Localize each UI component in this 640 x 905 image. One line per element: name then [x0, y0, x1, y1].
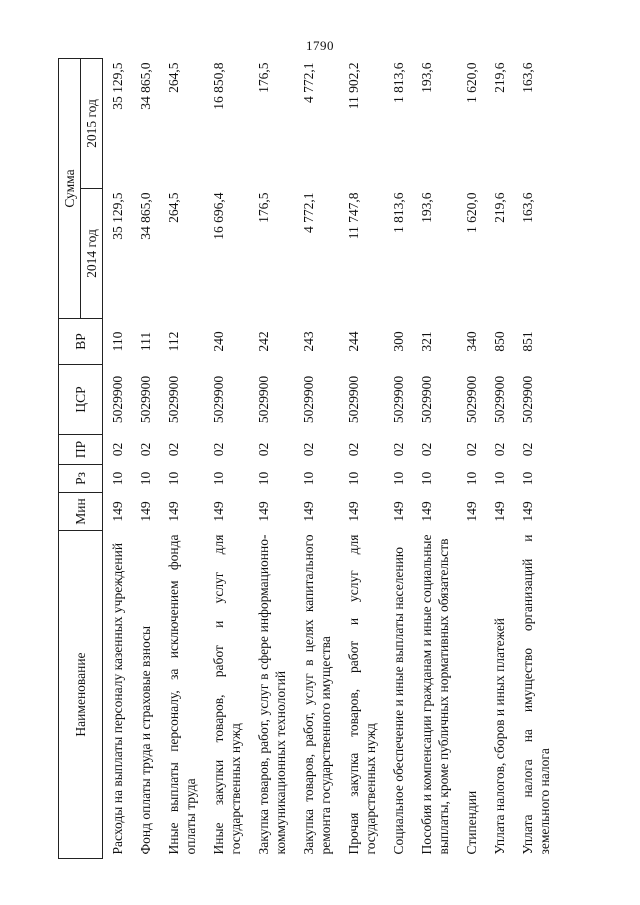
row-name: Социальное обеспечение и иные выплаты населению — [391, 547, 406, 855]
row-pr: 02 — [391, 442, 406, 457]
table-row — [131, 58, 159, 858]
row-pr: 02 — [464, 442, 479, 457]
row-name: Закупка товаров, работ, услуг в сфере информационно-коммуникационных технологий — [256, 534, 288, 855]
row-min: 149 — [138, 501, 153, 522]
table-row — [249, 58, 294, 858]
budget-table — [58, 58, 558, 859]
row-min: 149 — [520, 501, 535, 522]
table-row — [384, 58, 412, 858]
row-name: Уплата налогов, сборов и иных платежей — [492, 618, 507, 855]
row-csr: 5029900 — [464, 375, 479, 424]
row-value-2015: 34 865,0 — [138, 62, 153, 110]
row-rz: 10 — [301, 471, 316, 486]
row-value-2014: 34 865,0 — [138, 192, 153, 240]
row-vr: 112 — [166, 331, 181, 352]
row-rz: 10 — [256, 471, 271, 486]
row-csr: 5029900 — [492, 375, 507, 424]
row-vr: 242 — [256, 331, 271, 352]
row-vr: 111 — [138, 331, 153, 352]
row-min: 149 — [256, 501, 271, 522]
row-value-2015: 163,6 — [520, 62, 535, 93]
row-value-2014: 16 696,4 — [211, 192, 226, 240]
row-value-2015: 1 620,0 — [464, 62, 479, 103]
row-csr: 5029900 — [211, 375, 226, 424]
row-name: Расходы на выплаты персоналу казенных учреждений — [110, 542, 125, 855]
row-min: 149 — [492, 501, 507, 522]
row-value-2015: 264,5 — [166, 62, 181, 93]
row-vr: 110 — [110, 331, 125, 352]
row-min: 149 — [464, 501, 479, 522]
row-value-2014: 11 747,8 — [346, 192, 361, 240]
row-csr: 5029900 — [256, 375, 271, 424]
table-body — [103, 58, 559, 858]
row-csr: 5029900 — [138, 375, 153, 424]
table-row — [159, 58, 204, 858]
row-min: 149 — [391, 501, 406, 522]
row-vr: 244 — [346, 331, 361, 352]
row-name: Стипендии — [464, 790, 479, 855]
table-row — [485, 58, 513, 858]
row-vr: 340 — [464, 331, 479, 352]
row-pr: 02 — [492, 442, 507, 457]
row-rz: 10 — [391, 471, 406, 486]
header-min: Мин — [59, 493, 103, 531]
row-pr: 02 — [211, 442, 226, 457]
row-min: 149 — [110, 501, 125, 522]
row-value-2015: 16 850,8 — [211, 62, 226, 110]
row-value-2014: 1 813,6 — [391, 192, 406, 233]
header-year-2015: 2015 год — [81, 58, 103, 188]
row-csr: 5029900 — [520, 375, 535, 424]
table-row — [294, 58, 339, 858]
row-name: Иные выплаты персоналу, за исключением фонда оплаты труда — [166, 534, 198, 855]
header-year-2014: 2014 год — [81, 189, 103, 319]
row-rz: 10 — [211, 471, 226, 486]
row-value-2015: 219,6 — [492, 62, 507, 93]
row-rz: 10 — [464, 471, 479, 486]
header-sum: Сумма — [59, 58, 81, 318]
row-csr: 5029900 — [301, 375, 316, 424]
row-rz: 10 — [138, 471, 153, 486]
row-pr: 02 — [166, 442, 181, 457]
row-value-2014: 219,6 — [492, 192, 507, 223]
table-row — [412, 58, 457, 858]
rotated-table-container — [58, 59, 598, 859]
row-value-2015: 176,5 — [256, 62, 271, 93]
header-rz: Рз — [59, 465, 103, 493]
row-pr: 02 — [138, 442, 153, 457]
row-csr: 5029900 — [346, 375, 361, 424]
row-pr: 02 — [301, 442, 316, 457]
row-vr: 243 — [301, 331, 316, 352]
row-value-2015: 11 902,2 — [346, 62, 361, 110]
row-min: 149 — [419, 501, 434, 522]
row-value-2015: 4 772,1 — [301, 62, 316, 103]
row-min: 149 — [346, 501, 361, 522]
header-vr: ВР — [59, 319, 103, 365]
row-csr: 5029900 — [110, 375, 125, 424]
row-vr: 851 — [520, 331, 535, 352]
row-vr: 300 — [391, 331, 406, 352]
row-rz: 10 — [110, 471, 125, 486]
table-row — [339, 58, 384, 858]
row-vr: 321 — [419, 331, 434, 352]
row-rz: 10 — [520, 471, 535, 486]
table-row — [103, 58, 132, 858]
row-name: Фонд оплаты труда и страховые взносы — [138, 625, 153, 855]
row-value-2014: 193,6 — [419, 192, 434, 223]
row-pr: 02 — [110, 442, 125, 457]
row-value-2015: 1 813,6 — [391, 62, 406, 103]
row-value-2015: 35 129,5 — [110, 62, 125, 110]
row-name: Пособия и компенсации гражданам и иные социальные выплаты, кроме публичных нормативных обязательств — [419, 534, 451, 855]
row-value-2014: 264,5 — [166, 192, 181, 223]
row-name: Иные закупки товаров, работ и услуг для государственных нужд — [211, 534, 243, 855]
row-csr: 5029900 — [419, 375, 434, 424]
table-row — [204, 58, 249, 858]
row-rz: 10 — [492, 471, 507, 486]
row-rz: 10 — [346, 471, 361, 486]
row-pr: 02 — [419, 442, 434, 457]
row-csr: 5029900 — [391, 375, 406, 424]
row-vr: 240 — [211, 331, 226, 352]
row-rz: 10 — [419, 471, 434, 486]
row-value-2014: 176,5 — [256, 192, 271, 223]
row-min: 149 — [301, 501, 316, 522]
row-csr: 5029900 — [166, 375, 181, 424]
header-csr: ЦСР — [59, 365, 103, 435]
row-pr: 02 — [520, 442, 535, 457]
row-value-2015: 193,6 — [419, 62, 434, 93]
row-min: 149 — [166, 501, 181, 522]
row-value-2014: 1 620,0 — [464, 192, 479, 233]
row-pr: 02 — [346, 442, 361, 457]
row-value-2014: 35 129,5 — [110, 192, 125, 240]
row-name: Прочая закупка товаров, работ и услуг для государственных нужд — [346, 534, 378, 855]
table-row — [513, 58, 558, 858]
row-pr: 02 — [256, 442, 271, 457]
table-row — [457, 58, 485, 858]
row-value-2014: 4 772,1 — [301, 192, 316, 233]
header-name: Наименование — [59, 531, 103, 859]
row-vr: 850 — [492, 331, 507, 352]
header-pr: ПР — [59, 435, 103, 465]
row-name: Закупка товаров, работ, услуг в целях капитального ремонта государственного имущества — [301, 534, 333, 855]
page-number: 1790 — [306, 38, 334, 53]
row-name: Уплата налога на имущество организаций и земельного налога — [520, 534, 552, 855]
row-rz: 10 — [166, 471, 181, 486]
row-min: 149 — [211, 501, 226, 522]
row-value-2014: 163,6 — [520, 192, 535, 223]
